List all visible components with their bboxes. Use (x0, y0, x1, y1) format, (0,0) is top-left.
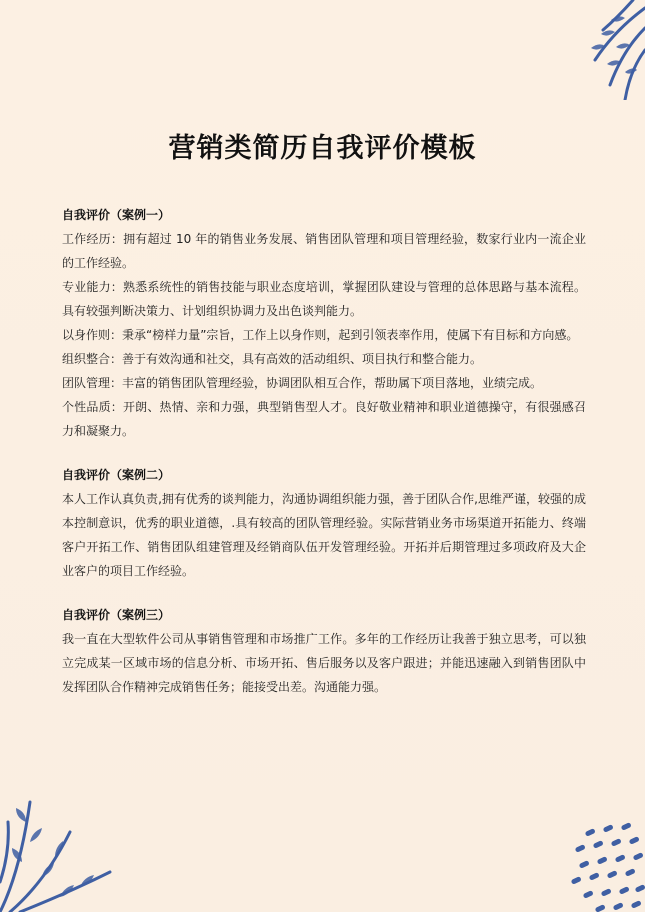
leaf-decoration-icon (555, 0, 645, 100)
work-experience-paragraph: 工作经历：拥有超过 10 年的销售业务发展、销售团队管理和项目管理经验，数家行业内一流企业的工作经验。 (62, 232, 586, 270)
organization-paragraph: 组织整合：善于有效沟通和社交，具有高效的活动组织、项目执行和整合能力。 (62, 352, 483, 366)
section-case-1 (62, 203, 586, 443)
leaf-decoration-icon (0, 762, 120, 912)
lead-by-example-paragraph: 以身作则：秉承“榜样力量”宗旨，工作上以身作则，起到引领表率作用，使属下有目标和方向感。 (62, 328, 579, 342)
personal-quality-paragraph: 个性品质：开朗、热情、亲和力强，典型销售型人才。良好敬业精神和职业道德操守，有很强感召力和凝聚力。 (62, 400, 586, 438)
dots-decoration-icon (565, 822, 645, 912)
page-title: 营销类简历自我评价模板 (168, 133, 477, 164)
main-content (62, 203, 586, 719)
team-management-paragraph: 团队管理：丰富的销售团队管理经验，协调团队相互合作，帮助属下项目落地，业绩完成。 (62, 376, 543, 390)
section-heading: 自我评价（案例二） (62, 468, 171, 482)
case-3-paragraph: 我一直在大型软件公司从事销售管理和市场推广工作。多年的工作经历让我善于独立思考，可以独立完成某一区域市场的信息分析、市场开拓、售后服务以及客户跟进；并能迅速融入到销售团队中发挥团队合作精神完成销售任务；能接受出差。沟通能力强。 (62, 632, 586, 694)
section-case-3 (62, 603, 586, 699)
section-case-2 (62, 463, 586, 583)
case-2-paragraph: 本人工作认真负责,拥有优秀的谈判能力，沟通协调组织能力强，善于团队合作,思维严谨，较强的成本控制意识，优秀的职业道德，.具有较高的团队管理经验。实际营销业务市场渠道开拓能力、终端客户开拓工作、销售团队组建管理及经销商队伍开发管理经验。开拓并后期管理过多项政府及大企业客户的项目工作经验。 (62, 492, 586, 578)
section-heading: 自我评价（案例三） (62, 608, 171, 622)
professional-ability-paragraph: 专业能力：熟悉系统性的销售技能与职业态度培训，掌握团队建设与管理的总体思路与基本流程。具有较强判断决策力、计划组织协调力及出色谈判能力。 (62, 280, 586, 318)
section-heading: 自我评价（案例一） (62, 208, 171, 222)
